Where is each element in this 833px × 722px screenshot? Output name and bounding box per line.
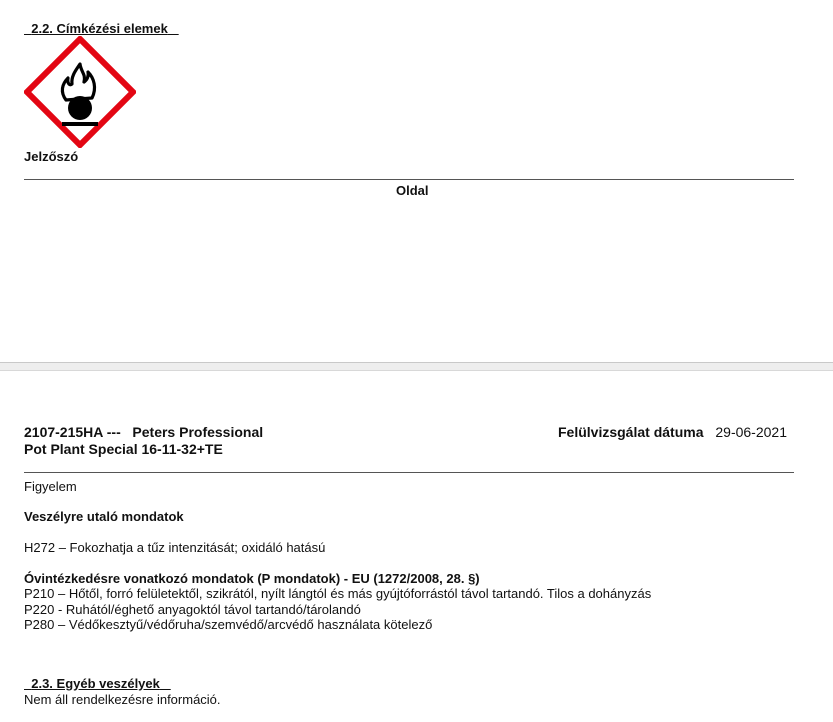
precautionary-statement-p220: P220 - Ruhától/éghető anyagoktól távol tartandó/tárolandó [24, 601, 361, 617]
page-break [0, 362, 833, 371]
revision-date-value: 29-06-2021 [715, 424, 787, 440]
footer-divider [24, 179, 794, 180]
product-title-line2: Pot Plant Special 16-11-32+TE [24, 441, 223, 457]
revision-date-block [558, 424, 787, 440]
section-heading-labelling: 2.2. Címkézési elemek [31, 21, 168, 36]
product-title [24, 424, 263, 458]
precautionary-statement-p210: P210 – Hőtől, forró felületektől, szikrától, nyílt lángtól és más gyújtóforrástól távol tartandó. Tilos a dohányzás [24, 586, 652, 601]
revision-date-label: Felülvizsgálat dátuma [558, 424, 704, 440]
footer-page-label: Oldal [396, 183, 429, 198]
signal-word-value: Figyelem [24, 479, 77, 494]
other-hazards-text: Nem áll rendelkezésre információ. [24, 692, 221, 707]
signal-word-label: Jelzőszó [24, 149, 79, 164]
product-title-line1: 2107-215HA --- Peters Professional [24, 424, 264, 440]
hazard-statement-h272: H272 – Fokozhatja a tűz intenzitását; oxidáló hatású [24, 540, 326, 555]
precautionary-statements-list [24, 586, 651, 633]
section-heading-other-hazards: 2.3. Egyéb veszélyek [31, 676, 160, 691]
header-divider [24, 472, 794, 473]
ghs03-flame-over-circle-icon [24, 36, 136, 148]
precautionary-statements-heading: Óvintézkedésre vonatkozó mondatok (P mondatok) - EU (1272/2008, 28. §) [24, 571, 480, 586]
hazard-statements-heading: Veszélyre utaló mondatok [24, 509, 184, 524]
precautionary-statement-p280: P280 – Védőkesztyű/védőruha/szemvédő/arcvédő használata kötelező [24, 617, 433, 632]
